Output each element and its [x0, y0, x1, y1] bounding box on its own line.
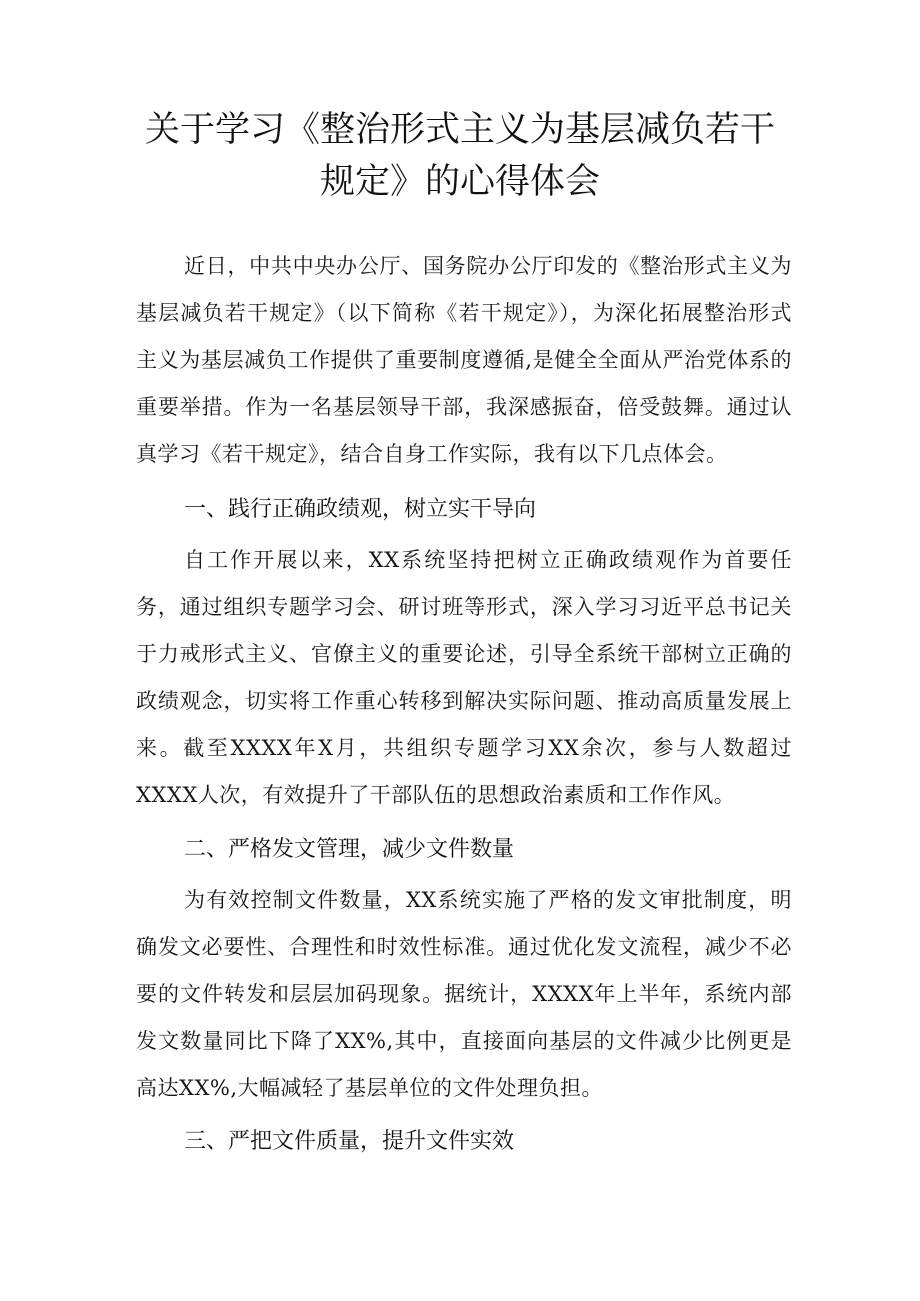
- section-heading-1: 一、践行正确政绩观，树立实干导向: [184, 497, 537, 522]
- title-line-2: 规定》的心得体会: [319, 162, 600, 202]
- section-heading-2: 二、严格发文管理，减少文件数量: [184, 837, 515, 862]
- intro-paragraph: 近日，中共中央办公厅、国务院办公厅印发的《整治形式主义为基层减负若干规定》（以下简称《若干规定》），为深化拓展整治形式主义为基层减负工作提供了重要制度遵循,是健全全面从严治党体系的重要举措。作为一名基层领导干部，我深感振奋，倍受鼓舞。通过认真学习《若干规定》，结合自身工作实际，我有以下几点体会。: [136, 254, 792, 466]
- section-body-1: 自工作开展以来，XX系统坚持把树立正确政绩观作为首要任务，通过组织专题学习会、研讨班等形式，深入学习习近平总书记关于力戒形式主义、官僚主义的重要论述，引导全系统干部树立正确的政绩观念，切实将工作重心转移到解决实际问题、推动高质量发展上来。截至XXXX年X月，共组织专题学习XX余次，参与人数超过XXXX人次，有效提升了干部队伍的思想政治素质和工作作风。: [136, 548, 792, 807]
- document-title: [130, 104, 790, 208]
- section-heading-3: 三、严把文件质量，提升文件实效: [184, 1129, 515, 1154]
- title-line-1: 关于学习《整治形式主义为基层减负若干: [144, 110, 775, 150]
- section-body-2: 为有效控制文件数量，XX系统实施了严格的发文审批制度，明确发文必要性、合理性和时效性标准。通过优化发文流程，减少不必要的文件转发和层层加码现象。据统计，XXXX年上半年，系统内部发文数量同比下降了XX%,其中，直接面向基层的文件减少比例更是高达XX%,大幅减轻了基层单位的文件处理负担。: [136, 888, 792, 1100]
